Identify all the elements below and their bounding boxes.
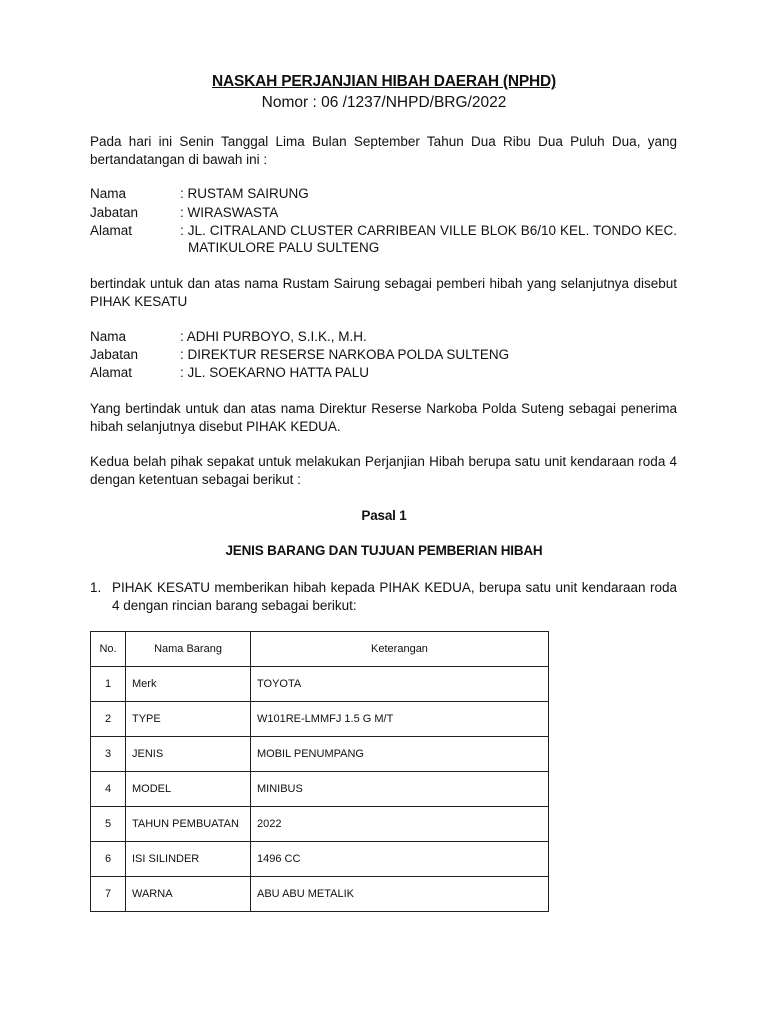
row-ket: ABU ABU METALIK xyxy=(251,877,549,912)
pasal-item-1-number: 1. xyxy=(90,580,102,595)
party2-alamat-label: Alamat xyxy=(90,365,133,380)
row-ket: MINIBUS xyxy=(251,772,549,807)
table-row xyxy=(91,667,549,702)
party2-jabatan-value: : DIREKTUR RESERSE NARKOBA POLDA SULTENG xyxy=(180,347,510,362)
row-ket: W101RE-LMMFJ 1.5 G M/T xyxy=(251,702,549,737)
party2-alamat-value: : JL. SOEKARNO HATTA PALU xyxy=(180,365,370,380)
party1-jabatan-label: Jabatan xyxy=(90,205,139,220)
table-row xyxy=(91,772,549,807)
party1-nama-label: Nama xyxy=(90,186,127,201)
row-no: 4 xyxy=(91,772,126,807)
row-name: Merk xyxy=(126,667,251,702)
table-row xyxy=(91,702,549,737)
party1-alamat-value-line2: MATIKULORE PALU SULTENG xyxy=(188,240,380,255)
row-name: TYPE xyxy=(126,702,251,737)
item-details-table xyxy=(90,631,549,912)
table-row xyxy=(91,877,549,912)
document-number: Nomor : 06 /1237/NHPD/BRG/2022 xyxy=(261,94,507,111)
table-row xyxy=(91,737,549,772)
table-header-row xyxy=(91,632,549,667)
party2-nama-label: Nama xyxy=(90,329,127,344)
table-row xyxy=(91,842,549,877)
row-no: 5 xyxy=(91,807,126,842)
row-no: 7 xyxy=(91,877,126,912)
row-name: ISI SILINDER xyxy=(126,842,251,877)
party1-alamat-label: Alamat xyxy=(90,223,133,238)
row-name: JENIS xyxy=(126,737,251,772)
row-ket: MOBIL PENUMPANG xyxy=(251,737,549,772)
party1-statement: bertindak untuk dan atas nama Rustam Sairung sebagai pemberi hibah yang selanjutnya disebut PIHAK KESATU xyxy=(90,276,677,309)
document-title: NASKAH PERJANJIAN HIBAH DAERAH (NPHD) xyxy=(212,73,556,90)
pasal-item-1-text: PIHAK KESATU memberikan hibah kepada PIHAK KEDUA, berupa satu unit kendaraan roda 4 dengan rincian barang sebagai berikut: xyxy=(112,580,677,613)
header-no: No. xyxy=(91,632,126,667)
party2-jabatan-label: Jabatan xyxy=(90,347,139,362)
party2-statement: Yang bertindak untuk dan atas nama Direktur Reserse Narkoba Polda Suteng sebagai penerima hibah selanjutnya disebut PIHAK KEDUA. xyxy=(90,401,677,434)
table-row xyxy=(91,807,549,842)
header-name: Nama Barang xyxy=(126,632,251,667)
row-no: 1 xyxy=(91,667,126,702)
header-ket: Keterangan xyxy=(251,632,549,667)
row-name: WARNA xyxy=(126,877,251,912)
agreement-paragraph: Kedua belah pihak sepakat untuk melakukan Perjanjian Hibah berupa satu unit kendaraan roda 4 dengan ketentuan sebagai berikut : xyxy=(90,454,677,487)
party2-nama-value: : ADHI PURBOYO, S.I.K., M.H. xyxy=(180,329,367,344)
row-name: TAHUN PEMBUATAN xyxy=(126,807,251,842)
row-no: 2 xyxy=(91,702,126,737)
party1-alamat-value: : JL. CITRALAND CLUSTER CARRIBEAN VILLE BLOK B6/10 KEL. TONDO KEC. xyxy=(180,223,677,238)
row-no: 3 xyxy=(91,737,126,772)
row-ket: 2022 xyxy=(251,807,549,842)
party1-nama-value: : RUSTAM SAIRUNG xyxy=(180,186,309,201)
row-ket: TOYOTA xyxy=(251,667,549,702)
pasal-label: Pasal 1 xyxy=(361,508,407,523)
party1-jabatan-value: : WIRASWASTA xyxy=(180,205,279,220)
row-ket: 1496 CC xyxy=(251,842,549,877)
intro-paragraph: Pada hari ini Senin Tanggal Lima Bulan September Tahun Dua Ribu Dua Puluh Dua, yang bertandatangan di bawah ini : xyxy=(90,134,677,167)
row-name: MODEL xyxy=(126,772,251,807)
row-no: 6 xyxy=(91,842,126,877)
pasal-heading: JENIS BARANG DAN TUJUAN PEMBERIAN HIBAH xyxy=(225,543,543,558)
